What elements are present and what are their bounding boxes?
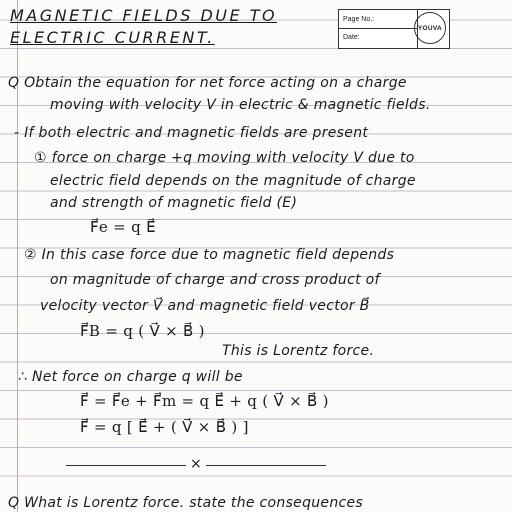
equation-magnetic-force: F⃗B = q ( V⃗ × B⃗ ) — [80, 322, 205, 340]
question-1-line-2: moving with velocity V in electric & magnetic fields. — [50, 97, 431, 113]
lorentz-force-note: This is Lorentz force. — [222, 343, 375, 359]
question-1-line-1: Q Obtain the equation for net force acting on a charge — [8, 75, 407, 91]
net-force-intro: ∴ Net force on charge q will be — [18, 369, 243, 385]
page-box-divider — [339, 28, 417, 29]
note-line-both-fields: - If both electric and magnetic fields are present — [14, 125, 369, 141]
question-2-line-1: Q What is Lorentz force. state the consequences — [8, 495, 364, 511]
point-2-line-2: on magnitude of charge and cross product of — [50, 272, 380, 288]
date-label: Date: — [343, 34, 360, 41]
page-title-line-2: ELECTRIC CURRENT. — [10, 28, 215, 47]
section-separator: × — [190, 456, 202, 472]
equation-lorentz-force: F⃗ = q [ E⃗ + ( V⃗ × B⃗ ) ] — [80, 418, 249, 436]
point-2-line-3: velocity vector V⃗ and magnetic field vector B⃗ — [40, 298, 370, 314]
point-1-line-3: and strength of magnetic field (E) — [50, 195, 298, 211]
equation-electric-force: F⃗e = q E⃗ — [90, 218, 156, 236]
page-title-line-1: MAGNETIC FIELDS DUE TO — [10, 6, 278, 25]
equation-net-force: F⃗ = F⃗e + F⃗m = q E⃗ + q ( V⃗ × B⃗ ) — [80, 392, 329, 410]
point-2-line-1: ② In this case force due to magnetic field depends — [24, 247, 395, 263]
brand-logo: YOUVA — [414, 12, 446, 44]
point-1-line-2: electric field depends on the magnitude of charge — [50, 173, 416, 189]
point-1-line-1: ① force on charge +q moving with velocity V due to — [34, 150, 415, 166]
page-no-label: Page No.: — [343, 16, 375, 23]
